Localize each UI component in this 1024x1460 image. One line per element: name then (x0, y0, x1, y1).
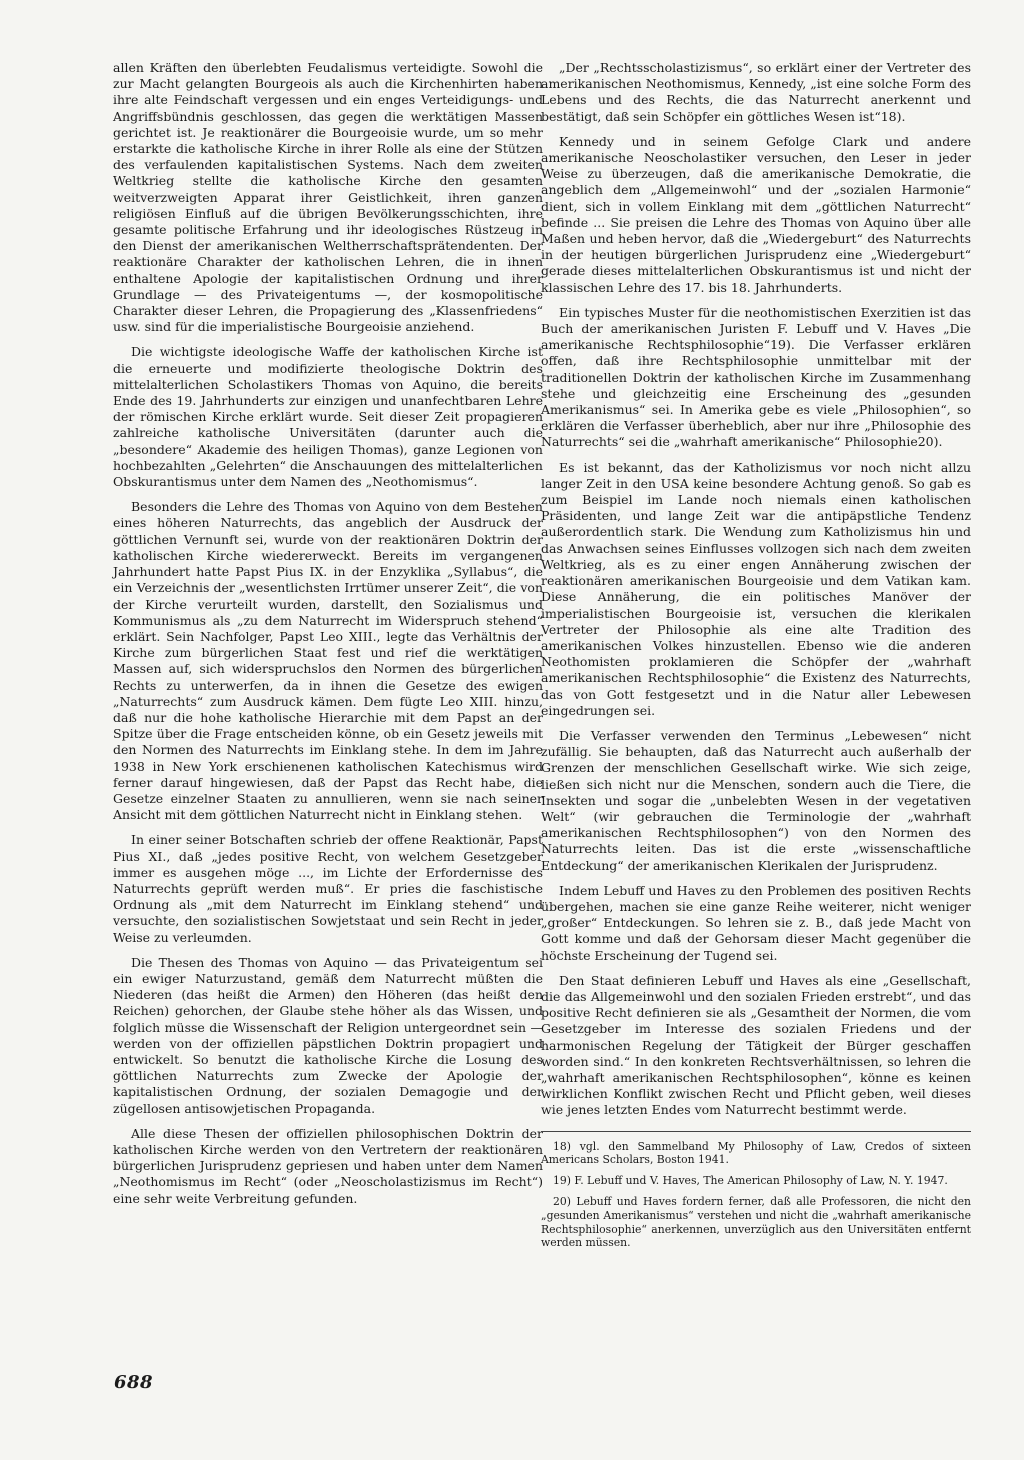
paragraph: Kennedy und in seinem Gefolge Clark und andere amerikanische Neoscholastiker versuchen, den Leser in jeder Weise zu überzeugen, daß die amerikanische Demokratie, die angeblich dem „Allgemeinwohl“ und der „sozialen Harmonie“ dient, sich in vollem Einklang mit dem „göttlichen Naturrecht“ befinde ... Sie preisen die Lehre des Thomas von Aquino über alle Maßen und heben hervor, daß die „Wiedergeburt“ des Naturrechts in der heutigen bürgerlichen Jurisprudenz eine „Wiedergeburt“ gerade dieses mittelalterlichen Obskurantismus ist und nicht der klassischen Lehre des 17. bis 18. Jahrhunderts. (541, 133, 971, 295)
paragraph: Den Staat definieren Lebuff und Haves als eine „Gesellschaft, die das Allgemeinwohl und den sozialen Frieden erstrebt“, und das positive Recht definieren sie als „Gesamtheit der Normen, die vom Gesetzgeber im Interesse des sozialen Friedens und der harmonischen Regelung der Tätigkeit der Bürger geschaffen worden sind.“ In den konkreten Rechtsverhältnissen, so lehren die „wahrhaft amerikanischen Rechtsphilosophen“, könne es keinen wirklichen Konflikt zwischen Recht und Pflicht geben, weil dieses wie jenes letzten Endes vom Naturrecht bestimmt werde. (541, 972, 971, 1118)
paragraph: Es ist bekannt, das der Katholizismus vor noch nicht allzu langer Zeit in den USA keine besondere Achtung genoß. So gab es zum Beispiel im Lande noch niemals einen katholischen Präsidenten, und lange Zeit war die antipäpstliche Tendenz außerordentlich stark. Die Wendung zum Katholizismus hin und das Anwachsen seines Einflusses vollzogen sich nach dem zweiten Weltkrieg, als es zu einer engen Annäherung zwischen der reaktionären amerikanischen Bourgeoisie und dem Vatikan kam. Diese Annäherung, die ein politisches Manöver der imperialistischen Bourgeoisie ist, versuchen die klerikalen Vertreter der Philosophie als eine alte Tradition des amerikanischen Volkes hinzustellen. Ebenso wie die anderen Neothomisten proklamieren die Schöpfer der „wahrhaft amerikanischen Rechtsphilosophie“ die Existenz des Naturrechts, das von Gott festgesetzt und in die Natur aller Lebewesen eingedrungen sei. (541, 459, 971, 718)
page-number: 688 (114, 1372, 154, 1393)
paragraph: In einer seiner Botschaften schrieb der offene Reaktionär, Papst Pius XI., daß „jedes positive Recht, von welchem Gesetzgeber immer es ausgehen möge ..., im Lichte der Erfordernisse des Naturrechts geprüft werden muß“. Er pries die faschistische Ordnung als „mit dem Naturrecht im Einklang stehend“ und versuchte, den sozialistischen Sowjetstaat und sein Recht in jeder Weise zu verleumden. (113, 832, 543, 945)
paragraph: Alle diese Thesen der offiziellen philosophischen Doktrin der katholischen Kirche werden von den Vertretern der reaktionären bürgerlichen Jurisprudenz gepriesen und haben unter dem Namen „Neothomismus im Recht“ (oder „Neoscholastizismus im Recht“) eine sehr weite Verbreitung gefunden. (113, 1125, 543, 1206)
paragraph: Die Thesen des Thomas von Aquino — das Privateigentum sei ein ewiger Naturzustand, gemäß dem Naturrecht müßten die Niederen (das heißt die Armen) den Höheren (das heißt den Reichen) gehorchen, der Glaube stehe höher als das Wissen, und folglich müsse die Wissenschaft der Religion untergeordnet sein — werden von der offiziellen päpstlichen Doktrin propagiert und entwickelt. So benutzt die katholische Kirche die Losung des göttlichen Naturrechts zum Zwecke der Apologie der kapitalistischen Ordnung, der sozialen Demagogie und der zügellosen antisowjetischen Propaganda. (113, 954, 543, 1116)
paragraph: Die wichtigste ideologische Waffe der katholischen Kirche ist die erneuerte und modifizierte theologische Doktrin des mittelalterlichen Scholastikers Thomas von Aquino, die bereits Ende des 19. Jahrhunderts zur einzigen und unanfechtbaren Lehre der römischen Kirche erklärt wurde. Seit dieser Zeit propagieren zahlreiche katholische Universitäten (darunter auch die „besondere“ Akademie des heiligen Thomas), ganze Legionen von hochbezahlten „Gelehrten“ die Anschauungen des mittelalterlichen Obskurantismus unter dem Namen des „Neothomismus“. (113, 344, 543, 490)
paragraph: allen Kräften den überlebten Feudalismus verteidigte. Sowohl die zur Macht gelangten Bourgeois als auch die Kirchenhirten haben ihre alte Feindschaft vergessen und ein enges Verteidigungs- und Angriffsbündnis geschlossen, das gegen die werktätigen Massen gerichtet ist. Je reaktionärer die Bourgeoisie wurde, um so mehr erstarkte die katholische Kirche in ihrer Rolle als eine der Stützen des verfaulenden kapitalistischen Systems. Nach dem zweiten Weltkrieg stellte die katholische Kirche den gesamten weitverzweigten Apparat ihrer Geistlichkeit, ihren ganzen religiösen Einfluß auf die übrigen Bevölkerungsschichten, ihre gesamte politische Erfahrung und ihr ideologisches Rüstzeug in den Dienst der amerikanischen Weltherrschaftsprätendenten. Der reaktionäre Charakter der katholischen Lehren, die in ihnen enthaltene Apologie der kapitalistischen Ordnung und ihrer Grundlage — des Privateigentums —, der kosmopolitische Charakter dieser Lehren, die Propagierung des „Klassenfriedens“ usw. sind für die imperialistische Bourgeoisie anziehend. (113, 60, 543, 335)
footnote-18: 18) vgl. den Sammelband My Philosophy of Law, Credos of sixteen Americans Scholars, Boston 1941. (541, 1139, 971, 1167)
paragraph: Ein typisches Muster für die neothomistischen Exerzitien ist das Buch der amerikanischen Juristen F. Lebuff und V. Haves „Die amerikanische Rechtsphilosophie“19). Die Verfasser erklären offen, daß ihre Rechtsphilosophie unmittelbar mit der traditionellen Doktrin der katholischen Kirche im Zusammenhang stehe und gleichzeitig eine Erscheinung des „gesunden Amerikanismus“ sei. In Amerika gebe es viele „Philosophien“, so erklären die Verfasser überheblich, aber nur ihre „Philosophie des Naturrechts“ sei die „wahrhaft amerikanische“ Philosophie20). (541, 304, 971, 450)
paragraph: Besonders die Lehre des Thomas von Aquino von dem Bestehen eines höheren Naturrechts, das angeblich der Ausdruck der göttlichen Vernunft sei, wurde von der reaktionären Doktrin der katholischen Kirche wiedererweckt. Bereits im vergangenen Jahrhundert hatte Papst Pius IX. in der Enzyklika „Syllabus“, die ein Verzeichnis der „wesentlichsten Irrtümer unserer Zeit“, die von der Kirche verurteilt wurden, darstellt, den Sozialismus und Kommunismus als „zu dem Naturrecht im Widerspruch stehend“ erklärt. Sein Nachfolger, Papst Leo XIII., legte das Verhältnis der Kirche zum bürgerlichen Staat fest und rief die werktätigen Massen auf, sich widerspruchslos den Normen des bürgerlichen Rechts zu unterwerfen, da in ihnen die Gesetze des ewigen „Naturrechts“ zum Ausdruck kämen. Dem fügte Leo XIII. hinzu, daß nur die hohe katholische Hierarchie mit dem Papst an der Spitze über die Frage entscheiden könne, ob ein Gesetz jeweils mit den Normen des Naturrechts im Einklang stehe. In dem im Jahre 1938 in New York erschienenen katholischen Katechismus wird ferner darauf hingewiesen, daß der Papst das Recht habe, die Gesetze einzelner Staaten zu annullieren, wenn sie nach seiner Ansicht mit dem göttlichen Naturrecht nicht in Einklang stehen. (113, 499, 543, 823)
paragraph: „Der „Rechtsscholastizismus“, so erklärt einer der Vertreter des amerikanischen Neothomismus, Kennedy, „ist eine solche Form des Lebens und des Rechts, die das Naturrecht anerkennt und bestätigt, daß sein Schöpfer ein göttliches Wesen ist“18). (541, 60, 971, 124)
footnote-20: 20) Lebuff und Haves fordern ferner, daß alle Professoren, die nicht den „gesunden Amerikanismus“ verstehen und nicht die „wahrhaft amerikanische Rechtsphilosophie“ anerkennen, unverzüglich aus den Universitäten entfernt werden müssen. (541, 1194, 971, 1250)
paragraph: Indem Lebuff und Haves zu den Problemen des positiven Rechts übergehen, machen sie eine ganze Reihe weiterer, nicht weniger „großer“ Entdeckungen. So lehren sie z. B., daß jede Macht von Gott komme und daß der Gehorsam dieser Macht gegenüber die höchste Erscheinung der Tugend sei. (541, 882, 971, 963)
footnote-19: 19) F. Lebuff und V. Haves, The American Philosophy of Law, N. Y. 1947. (553, 1174, 948, 1188)
paragraph: Die Verfasser verwenden den Terminus „Lebewesen“ nicht zufällig. Sie behaupten, daß das Naturrecht auch außerhalb der Grenzen der menschlichen Gesellschaft wirke. Wie sich zeige, ließen sich nicht nur die Menschen, sondern auch die Tiere, die Insekten und sogar die „unbelebten Wesen in der vegetativen Welt“ (wir gebrauchen die Terminologie der „wahrhaft amerikanischen Rechtsphilosophen“) von den Normen des Naturrechts leiten. Das ist die erste „wissenschaftliche Entdeckung“ der amerikanischen Klerikalen der Jurisprudenz. (541, 727, 971, 873)
footnotes (541, 1131, 971, 1251)
right-text-column (541, 60, 971, 1257)
left-text-column (113, 60, 543, 1216)
